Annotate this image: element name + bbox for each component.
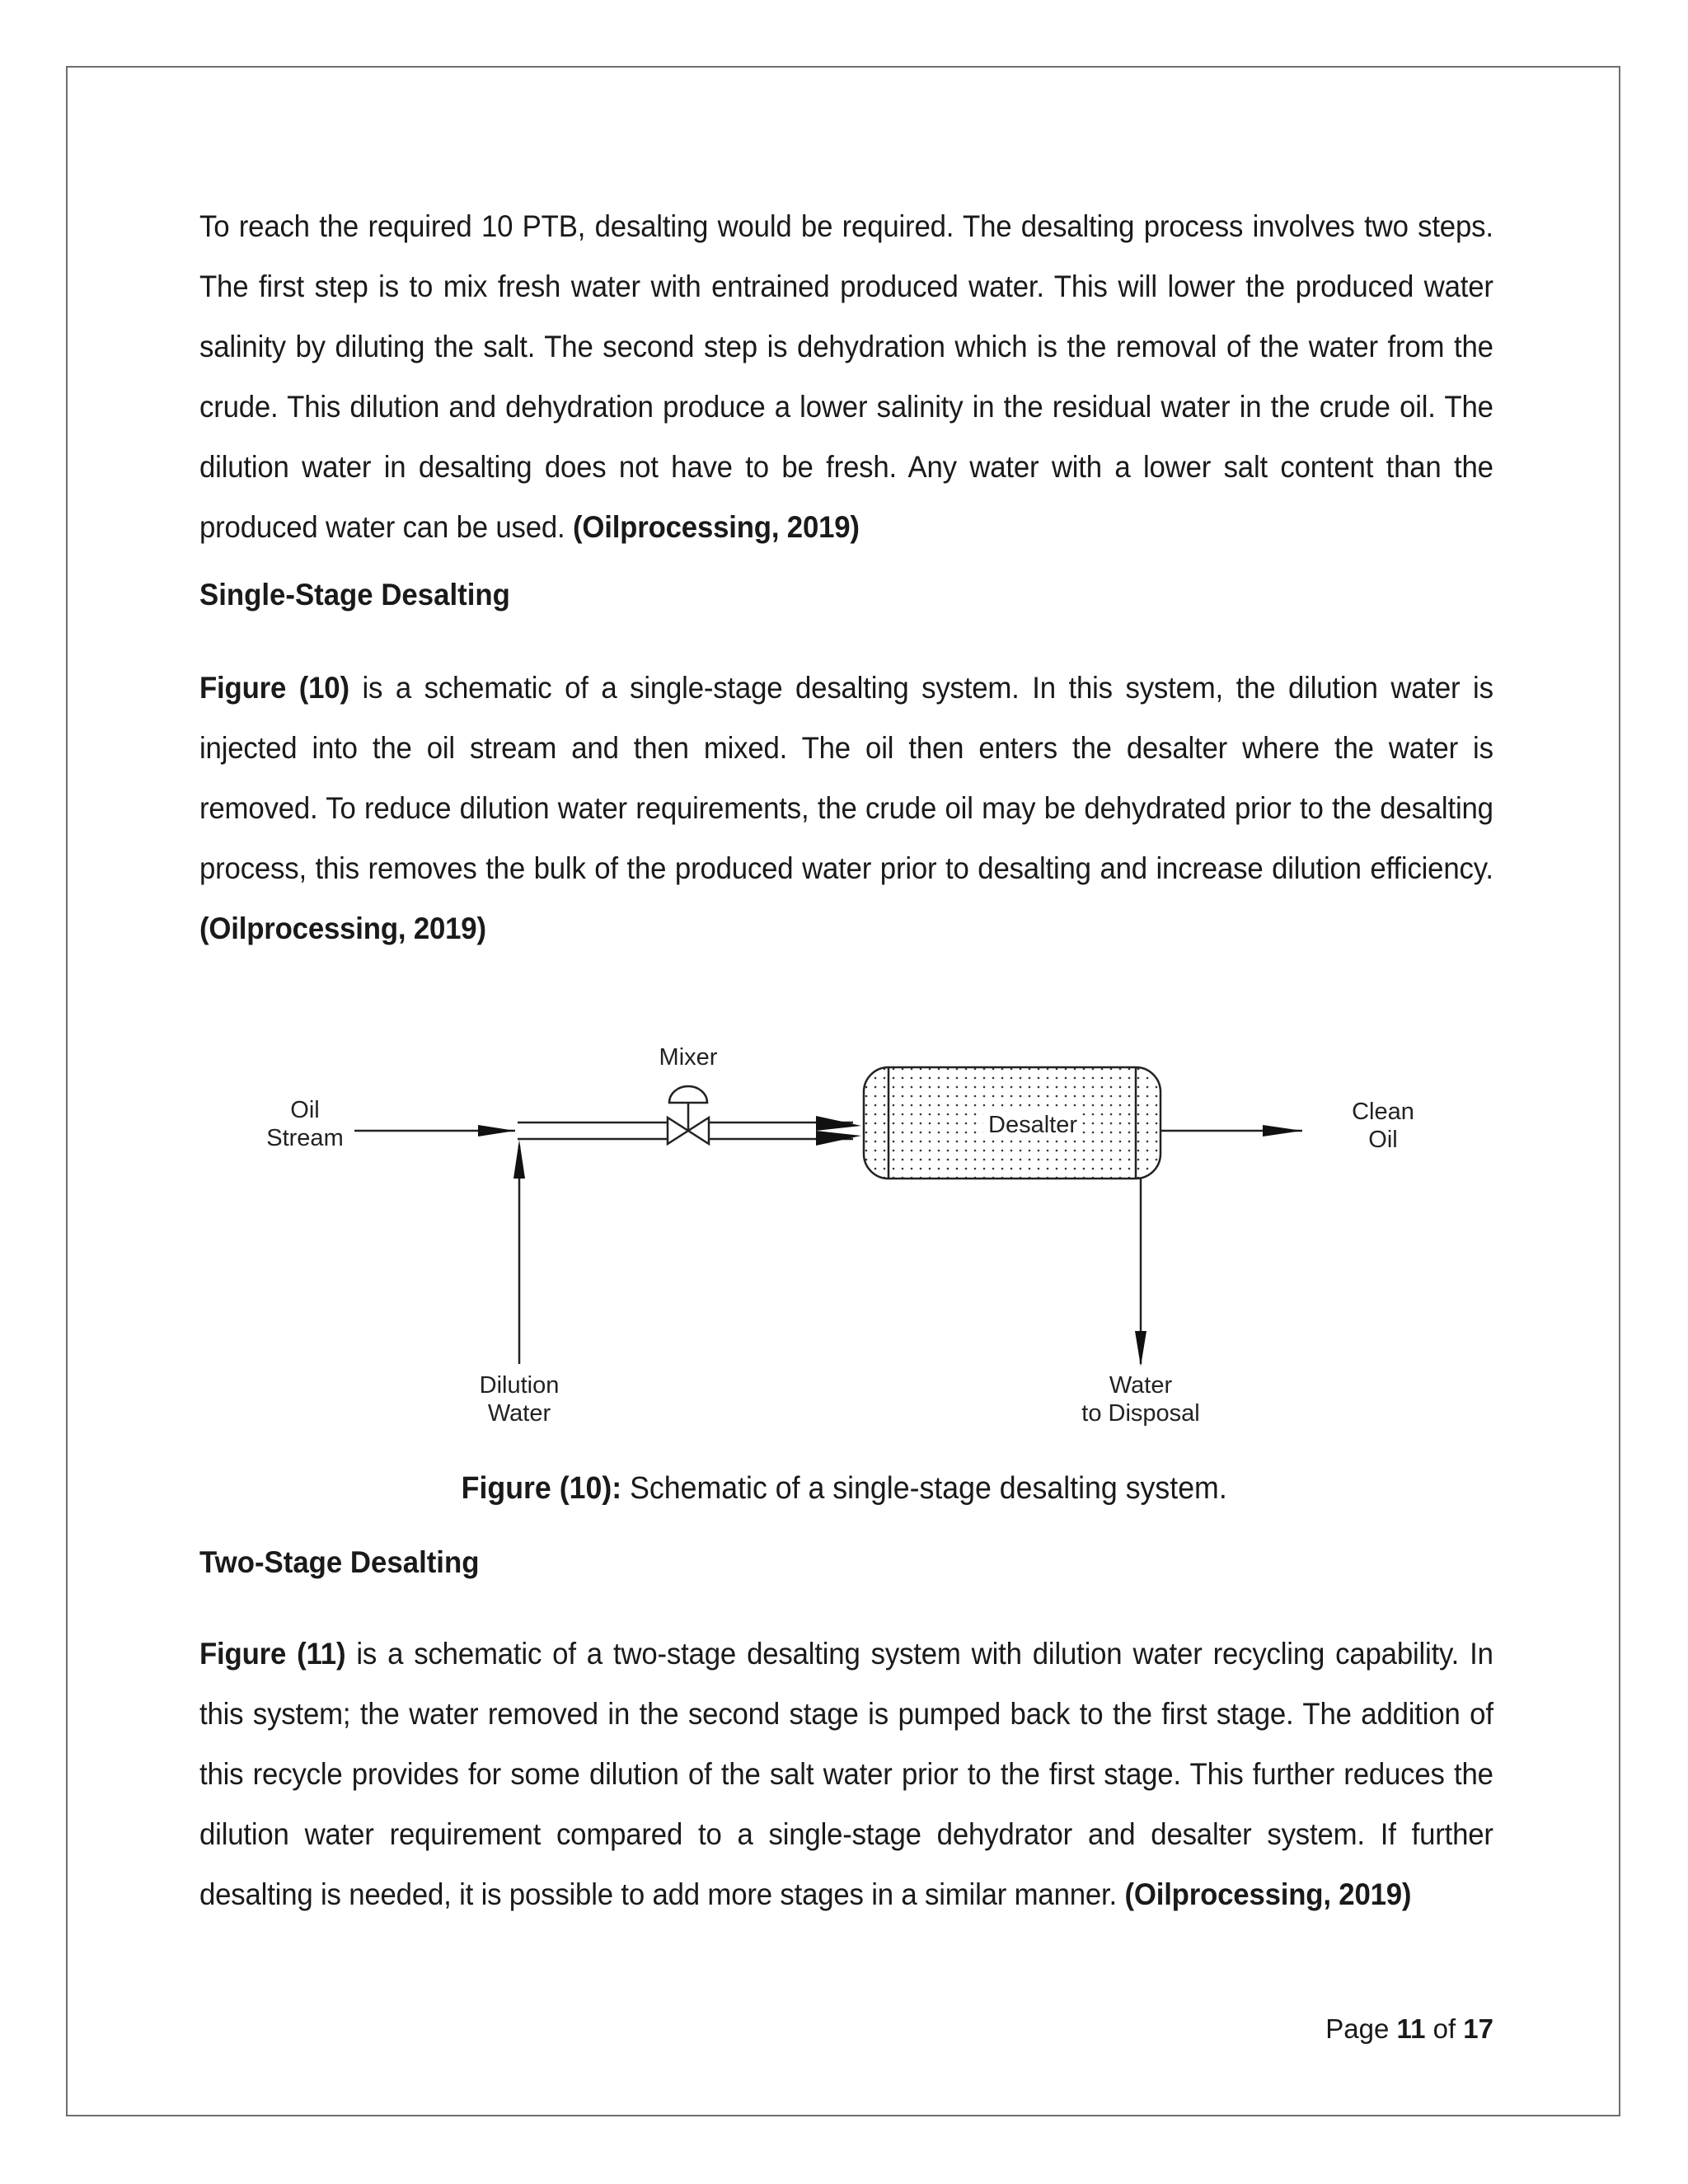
paragraph-two-stage [199, 1624, 1493, 1924]
citation: (Oilprocessing, 2019) [1124, 1877, 1412, 1911]
heading-single-stage: Single-Stage Desalting [199, 578, 510, 612]
clean-oil-label-line1: Clean [1352, 1099, 1414, 1125]
citation: (Oilprocessing, 2019) [199, 912, 486, 945]
page-separator: of [1425, 2013, 1464, 2044]
citation: (Oilprocessing, 2019) [572, 510, 860, 544]
dilution-water-line [513, 1140, 525, 1364]
paragraph-text: is a schematic of a single-stage desalting system. In this system, the dilution water is injected into the oil stream and then mixed. The oil then enters the desalter where the water is removed. To reduce dilution water requirements, the crude oil may be dehydrated prior to the desalting process, this removes the bulk of the produced water prior to desalting and increase dilution efficiency. [199, 671, 1493, 885]
water-disposal-label-line2: to Disposal [1081, 1400, 1200, 1427]
current-page: 11 [1396, 2013, 1426, 2044]
water-disposal-line [1135, 1179, 1146, 1366]
figure-single-stage-desalting [247, 1030, 1451, 1442]
dilution-water-label-line1: Dilution [479, 1372, 560, 1399]
mixer-valve-icon [668, 1086, 709, 1144]
dilution-water-label-line2: Water [487, 1400, 551, 1427]
figure-caption [0, 1471, 1688, 1507]
figure-reference: Figure (10) [199, 671, 349, 705]
clean-oil-line [1160, 1125, 1302, 1137]
paragraph-single-stage [199, 658, 1493, 958]
oil-stream-label-line2: Stream [266, 1125, 344, 1151]
oil-stream-label-line1: Oil [290, 1097, 320, 1123]
figure-reference: Figure (11) [199, 1637, 346, 1671]
paragraph-desalting-intro [199, 196, 1493, 557]
desalting-schematic [247, 1030, 1451, 1442]
total-pages: 17 [1463, 2013, 1493, 2044]
oil-stream-line [354, 1125, 515, 1137]
heading-two-stage: Two-Stage Desalting [199, 1545, 480, 1579]
page-number [1325, 2013, 1493, 2045]
water-disposal-label-line1: Water [1109, 1372, 1173, 1399]
paragraph-text: To reach the required 10 PTB, desalting would be required. The desalting process involves two steps. The first step is to mix fresh water with entrained produced water. This will lower the produced water salinity by diluting the salt. The second step is dehydration which is the removal of the water from the crude. This dilution and dehydration produce a lower salinity in the residual water in the crude oil. The dilution water in desalting does not have to be fresh. Any water with a lower salt content than the produced water can be used. [199, 209, 1493, 544]
page-prefix: Page [1325, 2013, 1397, 2044]
paragraph-text: is a schematic of a two-stage desalting system with dilution water recycling capability. In this system; the water removed in the second stage is pumped back to the first stage. The addition of this recycle provides for some dilution of the salt water prior to the first stage. This further reduces the dilution water requirement compared to a single-stage dehydrator and desalter system. If further desalting is needed, it is possible to add more stages in a similar manner. [199, 1637, 1493, 1911]
caption-label: Figure (10): [461, 1471, 621, 1506]
desalter-label: Desalter [988, 1112, 1077, 1138]
caption-text: Schematic of a single-stage desalting system. [621, 1471, 1227, 1506]
mixer-label: Mixer [659, 1044, 718, 1071]
clean-oil-label-line2: Oil [1368, 1127, 1398, 1153]
